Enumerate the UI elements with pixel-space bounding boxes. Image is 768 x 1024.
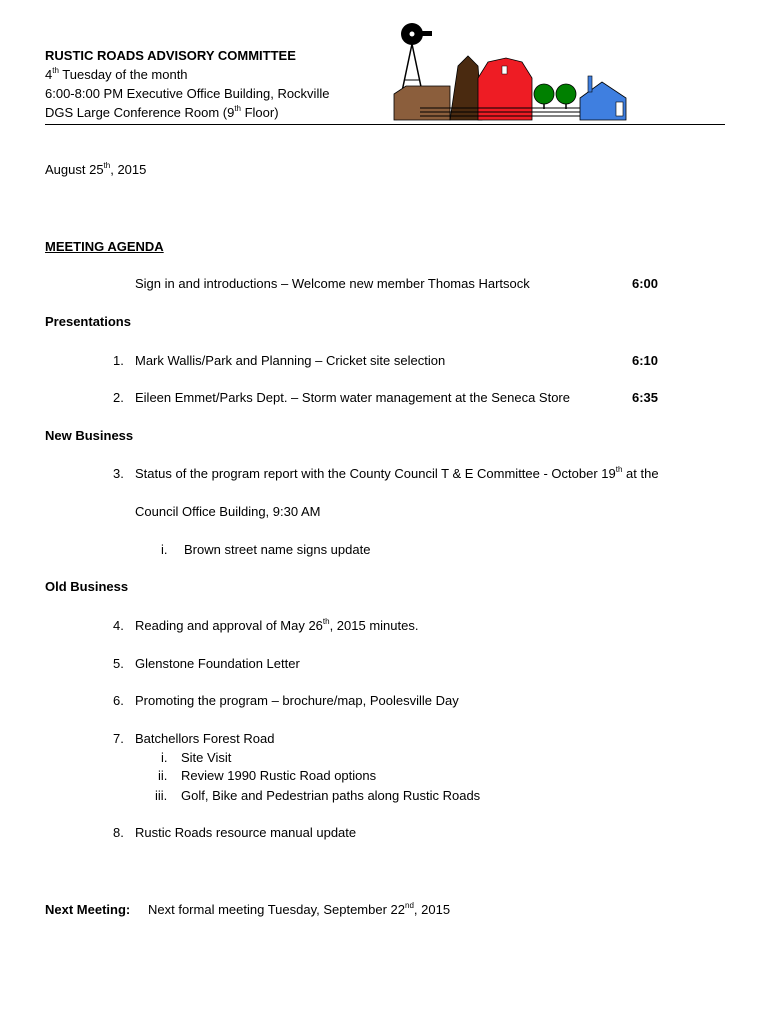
presentation-item: Eileen Emmet/Parks Dept. – Storm water management at the Seneca Store bbox=[135, 390, 570, 405]
item-number: 1. bbox=[113, 353, 124, 368]
item-number: 5. bbox=[113, 656, 124, 671]
next-meeting-label: Next Meeting: bbox=[45, 902, 131, 917]
meeting-room: DGS Large Conference Room (9th Floor) bbox=[45, 103, 279, 120]
item-number: 8. bbox=[113, 825, 124, 840]
sub-item-number: i. bbox=[161, 542, 168, 557]
intro-time: 6:00 bbox=[632, 276, 659, 291]
sub-item: Golf, Bike and Pedestrian paths along Rustic Roads bbox=[181, 788, 481, 803]
farm-windmill-logo-icon bbox=[390, 18, 635, 122]
sub-item-number: ii. bbox=[158, 768, 168, 783]
intro-item: Sign in and introductions – Welcome new member Thomas Hartsock bbox=[135, 276, 530, 291]
old-business-heading: Old Business bbox=[45, 579, 129, 594]
old-business-item: Batchellors Forest Road bbox=[135, 731, 275, 746]
new-business-item-continued: Council Office Building, 9:30 AM bbox=[135, 504, 321, 519]
item-number: 6. bbox=[113, 693, 124, 708]
sub-item: Brown street name signs update bbox=[184, 542, 371, 557]
next-meeting-date: Next formal meeting Tuesday, September 22nd, 2015 bbox=[148, 900, 451, 917]
old-business-item: Rustic Roads resource manual update bbox=[135, 825, 357, 840]
new-business-item: Status of the program report with the County Council T & E Committee - October 19th at the bbox=[135, 464, 659, 481]
old-business-item: Reading and approval of May 26th, 2015 minutes. bbox=[135, 616, 419, 633]
item-number: 2. bbox=[113, 390, 124, 405]
presentations-heading: Presentations bbox=[45, 314, 131, 329]
committee-name: RUSTIC ROADS ADVISORY COMMITTEE bbox=[45, 48, 296, 63]
presentation-time: 6:35 bbox=[632, 390, 659, 405]
item-number: 7. bbox=[113, 731, 124, 746]
old-business-item: Glenstone Foundation Letter bbox=[135, 656, 300, 671]
sub-item: Review 1990 Rustic Road options bbox=[181, 768, 377, 783]
sub-item-number: iii. bbox=[155, 788, 168, 803]
header-divider bbox=[45, 124, 725, 125]
sub-item-number: i. bbox=[161, 750, 168, 765]
sub-item: Site Visit bbox=[181, 750, 232, 765]
item-number: 4. bbox=[113, 618, 124, 633]
new-business-heading: New Business bbox=[45, 428, 134, 443]
meeting-time-location: 6:00-8:00 PM Executive Office Building, Rockville bbox=[45, 86, 330, 101]
item-number: 3. bbox=[113, 466, 124, 481]
presentation-item: Mark Wallis/Park and Planning – Cricket site selection bbox=[135, 353, 446, 368]
presentation-time: 6:10 bbox=[632, 353, 659, 368]
old-business-item: Promoting the program – brochure/map, Poolesville Day bbox=[135, 693, 459, 708]
meeting-date: August 25th, 2015 bbox=[45, 160, 147, 177]
agenda-title: MEETING AGENDA bbox=[45, 239, 164, 254]
meeting-schedule: 4th Tuesday of the month bbox=[45, 65, 188, 82]
